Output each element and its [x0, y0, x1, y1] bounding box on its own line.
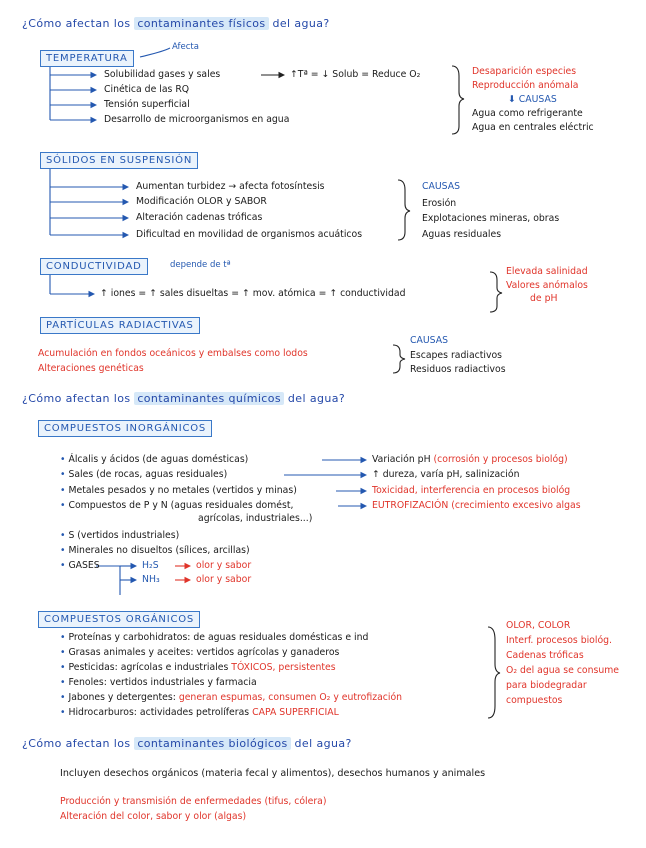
bio-red-2: Alteración del color, sabor y olor (algas)	[60, 811, 247, 822]
question-prefix: ¿Cómo afectan los	[22, 737, 135, 750]
temp-cause-2: Agua en centrales eléctric	[472, 122, 594, 133]
bullet-icon: •	[60, 530, 69, 541]
bullet-icon: •	[60, 647, 69, 658]
org-item-desc: actividades petrolíferas	[136, 707, 253, 718]
org-effect-5: para biodegradar	[506, 680, 587, 691]
question-prefix: ¿Cómo afectan los	[22, 392, 135, 405]
inorg-effect-red: (corrosión y procesos biológ)	[433, 454, 568, 465]
sol-item-1: Aumentan turbidez → afecta fotosíntesis	[136, 181, 325, 192]
rad-cause-2: Residuos radiactivos	[410, 364, 506, 375]
inorg-item-text: Sales (de rocas, aguas residuales)	[68, 469, 228, 480]
bio-red-1: Producción y transmisión de enfermedades (tifus, cólera)	[60, 796, 327, 807]
org-item-desc: agrícolas e industriales	[117, 662, 232, 673]
inorg-item-3	[60, 485, 297, 496]
org-item-5	[60, 692, 402, 703]
question-prefix: ¿Cómo afectan los	[22, 17, 135, 30]
org-item-desc: vertidos industriales y farmacia	[106, 677, 257, 688]
inorg-item-text: GASES	[68, 560, 100, 571]
question-highlight: contaminantes biológicos	[134, 737, 290, 750]
gas-nh3: NH₃	[142, 574, 160, 585]
temp-causas-label	[508, 94, 557, 105]
org-item-name: Fenoles:	[68, 677, 107, 688]
bullet-icon: •	[60, 662, 69, 673]
org-item-red: TÓXICOS, persistentes	[231, 662, 336, 673]
bullet-icon: •	[60, 707, 69, 718]
question-suffix: del agua?	[290, 737, 352, 750]
inorg-item-4	[60, 500, 293, 511]
bullet-icon: •	[60, 454, 69, 465]
question-highlight: contaminantes físicos	[134, 17, 268, 30]
org-item-3	[60, 662, 336, 673]
org-item-6	[60, 707, 339, 718]
temp-effect-1: Desaparición especies	[472, 66, 577, 77]
rad-causas-label: CAUSAS	[410, 335, 448, 346]
section-radiactivas: PARTÍCULAS RADIACTIVAS	[40, 317, 200, 334]
section-temperatura: TEMPERATURA	[40, 50, 134, 67]
org-effect-3: Cadenas tróficas	[506, 650, 584, 661]
org-effect-2: Interf. procesos biológ.	[506, 635, 612, 646]
inorg-item-1	[60, 454, 248, 465]
org-item-name: Grasas animales y aceites:	[68, 647, 194, 658]
gas-effect-1: olor y sabor	[196, 560, 252, 571]
question-quimicos	[22, 392, 345, 405]
down-arrow-icon: ⬇	[508, 94, 519, 105]
bullet-icon: •	[60, 485, 69, 496]
question-suffix: del agua?	[268, 17, 330, 30]
section-solidos: SÓLIDOS EN SUSPENSIÓN	[40, 152, 198, 169]
inorg-item-4-effect: EUTROFIZACIÓN (crecimiento excesivo algas	[372, 500, 581, 511]
inorg-item-5	[60, 530, 179, 541]
bullet-icon: •	[60, 692, 69, 703]
bullet-icon: •	[60, 545, 69, 556]
org-item-name: Jabones y detergentes:	[68, 692, 176, 703]
rad-cause-1: Escapes radiactivos	[410, 350, 503, 361]
bullet-icon: •	[60, 500, 69, 511]
bullet-icon: •	[60, 677, 69, 688]
question-suffix: del agua?	[284, 392, 346, 405]
org-effect-1: OLOR, COLOR	[506, 620, 571, 631]
temp-cause-1: Agua como refrigerante	[472, 108, 583, 119]
rad-item-1: Acumulación en fondos oceánicos y embalses como lodos	[38, 348, 308, 359]
inorg-item-2-effect: ↑ dureza, varía pH, salinización	[372, 469, 520, 480]
rad-item-2: Alteraciones genéticas	[38, 363, 144, 374]
temp-item-4: Desarrollo de microorganismos en agua	[104, 114, 290, 125]
sol-item-2: Modificación OLOR y SABOR	[136, 196, 267, 207]
bullet-icon: •	[60, 469, 69, 480]
org-item-1	[60, 632, 368, 643]
inorg-item-3-effect: Toxicidad, interferencia en procesos biológ	[372, 485, 571, 496]
annotation-afecta: Afecta	[172, 42, 199, 52]
temp-chain: ↑Tª = ↓ Solub = Reduce O₂	[290, 69, 421, 80]
org-item-2	[60, 647, 339, 658]
question-highlight: contaminantes químicos	[134, 392, 284, 405]
inorg-effect-black: Variación pH	[372, 454, 431, 465]
org-item-red: generan espumas, consumen O₂ y eutrofización	[175, 692, 403, 703]
temp-item-3: Tensión superficial	[104, 99, 190, 110]
inorg-item-2	[60, 469, 227, 480]
temp-item-1: Solubilidad gases y sales	[104, 69, 221, 80]
cond-line: ↑ iones = ↑ sales disueltas = ↑ mov. atómica = ↑ conductividad	[100, 288, 406, 299]
org-item-name: Hidrocarburos:	[68, 707, 137, 718]
section-organicos: COMPUESTOS ORGÁNICOS	[38, 611, 200, 628]
sol-cause-2: Explotaciones mineras, obras	[422, 213, 560, 224]
temp-effect-2: Reproducción anómala	[472, 80, 579, 91]
sol-item-4: Dificultad en movilidad de organismos acuáticos	[136, 229, 363, 240]
cond-effect-3: de pH	[530, 293, 558, 304]
inorg-item-text: Álcalis y ácidos (de aguas domésticas)	[68, 454, 249, 465]
org-item-desc: de aguas residuales domésticas e ind	[190, 632, 369, 643]
inorg-item-4-cont: agrícolas, industriales...)	[198, 513, 313, 524]
sol-cause-1: Erosión	[422, 198, 457, 209]
bio-line: Incluyen desechos orgánicos (materia fecal y alimentos), desechos humanos y animales	[60, 768, 486, 779]
inorg-item-1-effect	[372, 454, 568, 465]
section-conductividad: CONDUCTIVIDAD	[40, 258, 148, 275]
gas-effect-2: olor y sabor	[196, 574, 252, 585]
question-fisicos	[22, 17, 330, 30]
inorg-item-6	[60, 545, 250, 556]
inorg-item-text: Minerales no disueltos (sílices, arcillas)	[68, 545, 250, 556]
org-effect-6: compuestos	[506, 695, 563, 706]
cond-effect-2: Valores anómalos	[506, 280, 588, 291]
org-effect-4: O₂ del agua se consume	[506, 665, 620, 676]
question-biologicos	[22, 737, 352, 750]
bullet-icon: •	[60, 632, 69, 643]
org-item-desc: vertidos agrícolas y ganaderos	[193, 647, 340, 658]
sol-cause-3: Aguas residuales	[422, 229, 502, 240]
org-item-red: CAPA SUPERFICIAL	[252, 707, 339, 718]
org-item-name: Pesticidas:	[68, 662, 118, 673]
org-item-4	[60, 677, 257, 688]
inorg-item-text: Compuestos de P y N (aguas residuales domést,	[68, 500, 294, 511]
temp-item-2: Cinética de las RQ	[104, 84, 190, 95]
gas-h2s: H₂S	[142, 560, 159, 571]
inorg-item-text: S (vertidos industriales)	[68, 530, 180, 541]
causas-text: CAUSAS	[518, 94, 557, 105]
inorg-item-text: Metales pesados y no metales (vertidos y minas)	[68, 485, 297, 496]
cond-effect-1: Elevada salinidad	[506, 266, 588, 277]
org-item-name: Proteínas y carbohidratos:	[68, 632, 191, 643]
annotation-depende: depende de tª	[170, 260, 231, 270]
inorg-item-7	[60, 560, 100, 571]
bullet-icon: •	[60, 560, 69, 571]
section-inorganicos: COMPUESTOS INORGÁNICOS	[38, 420, 212, 437]
sol-item-3: Alteración cadenas tróficas	[136, 212, 263, 223]
sol-causas-label: CAUSAS	[422, 181, 460, 192]
